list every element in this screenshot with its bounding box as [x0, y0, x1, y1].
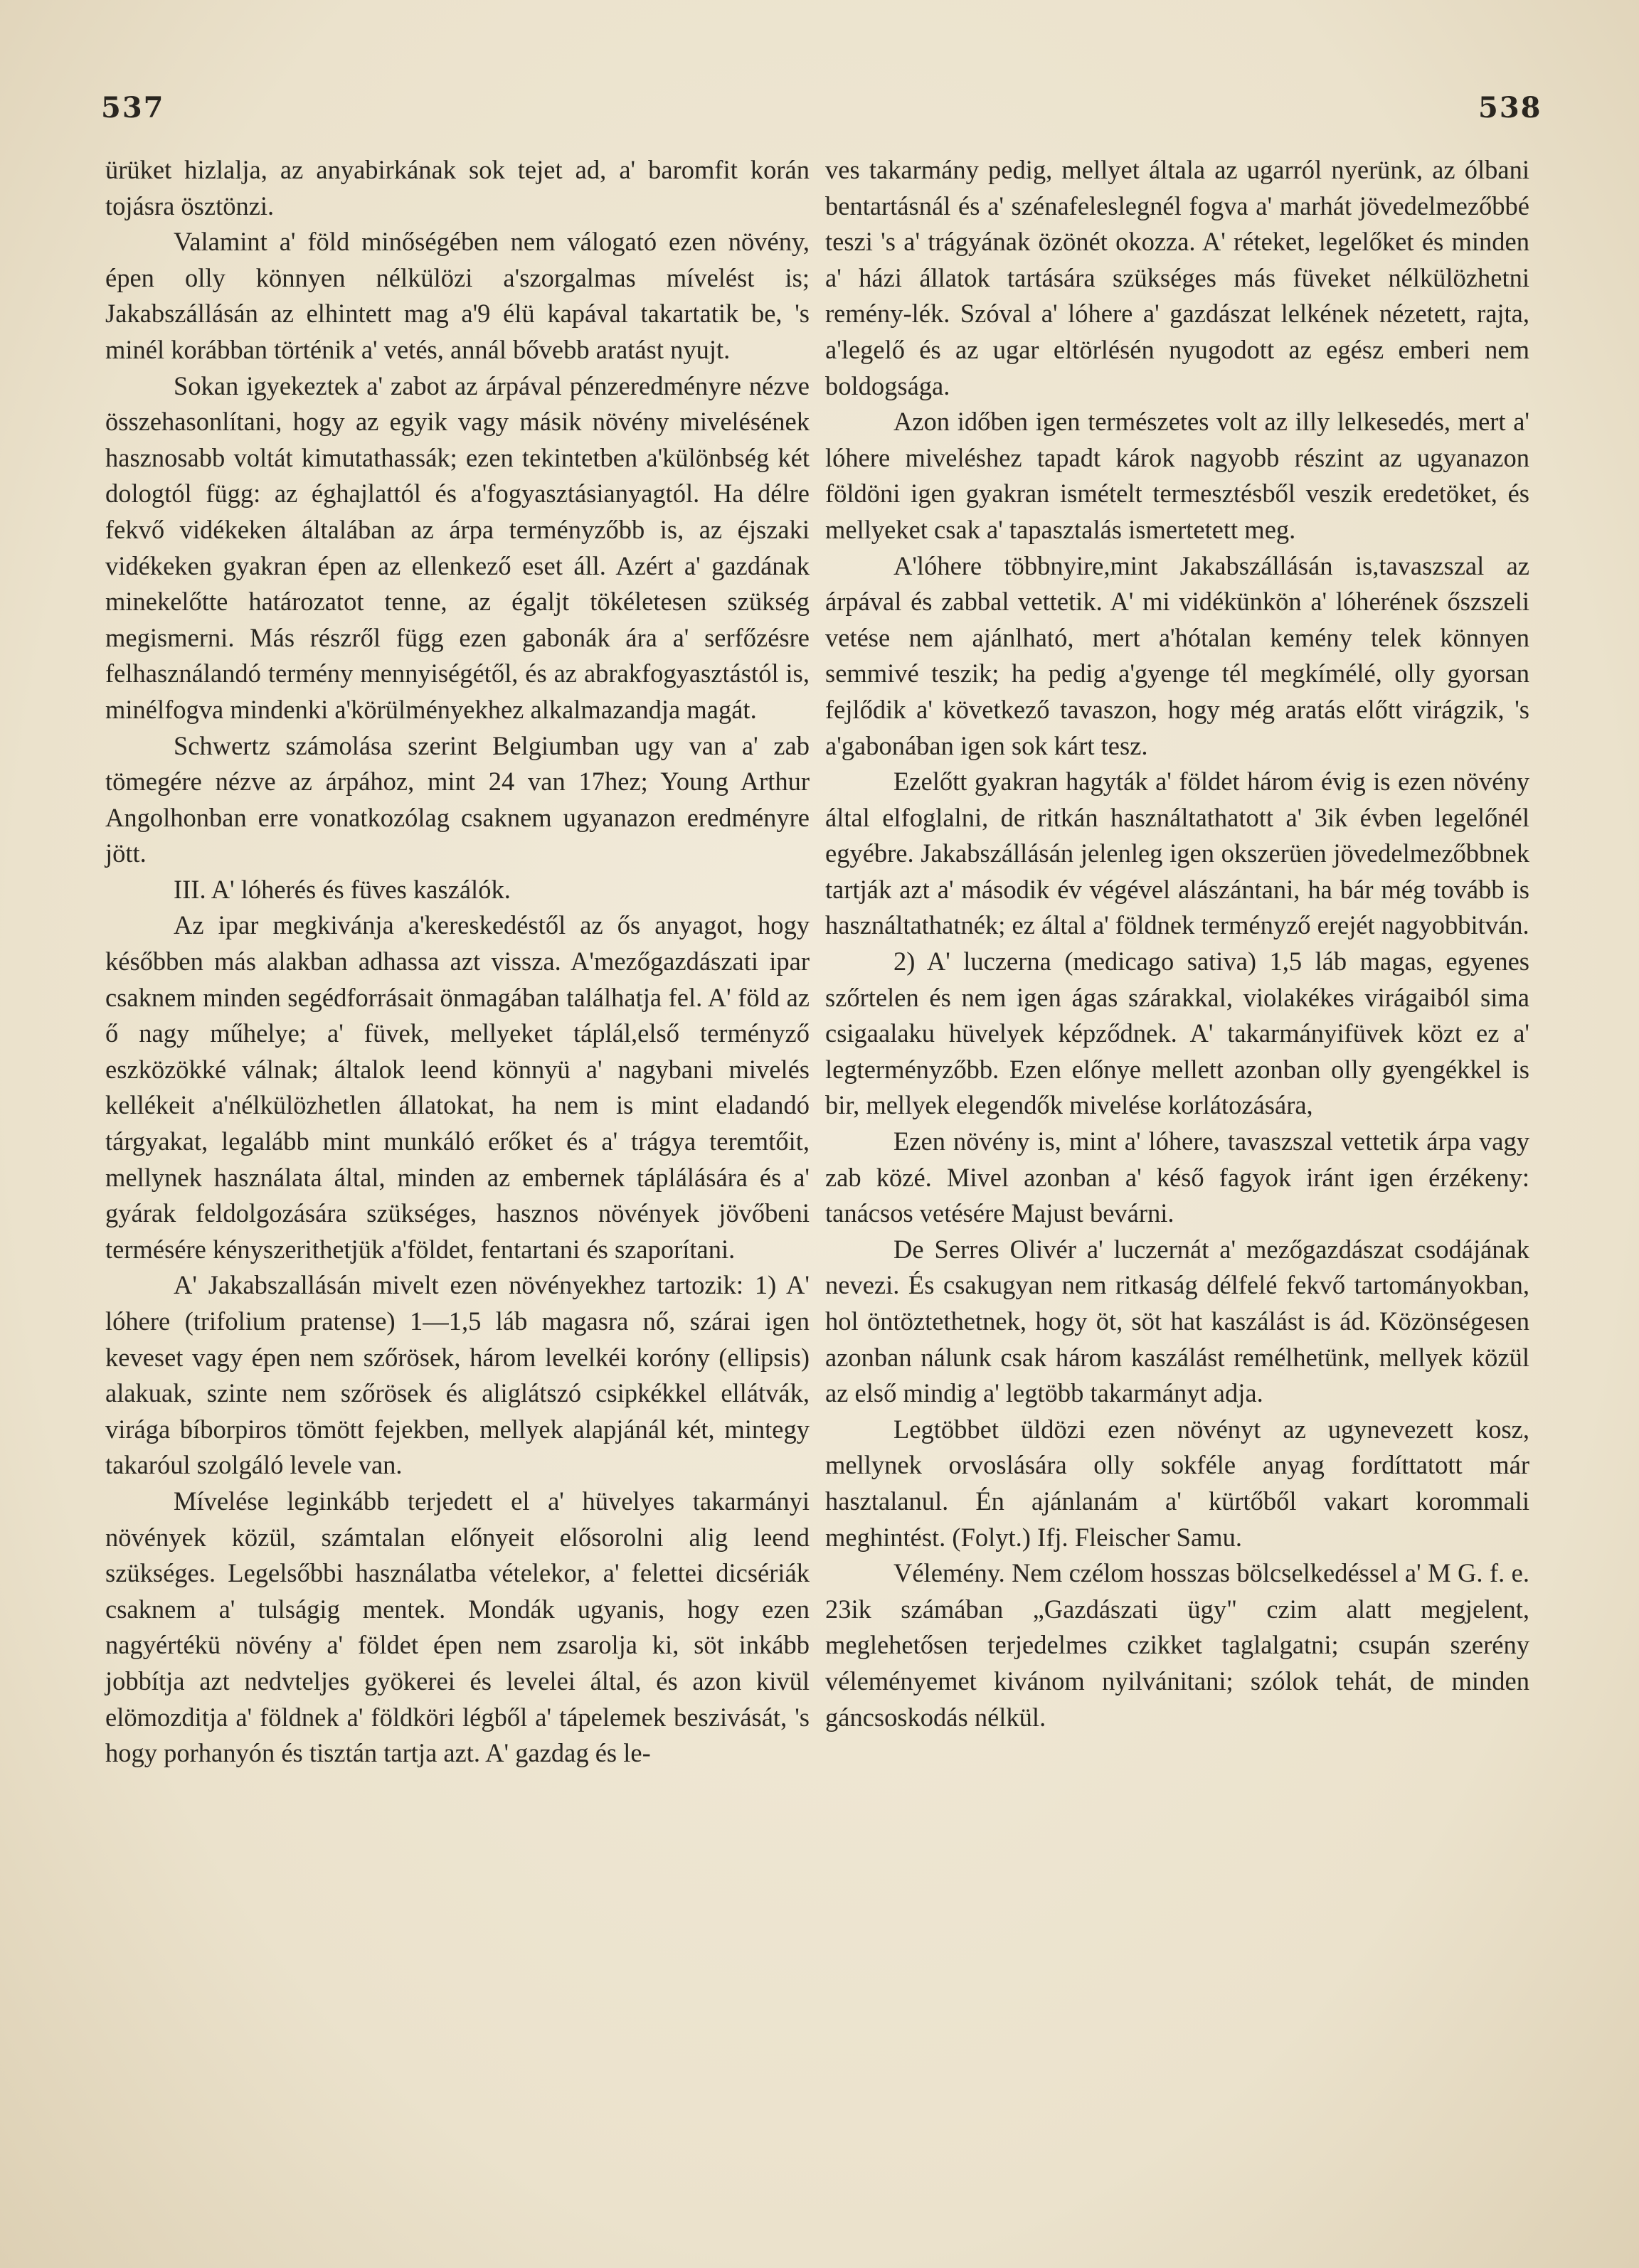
paragraph: A'lóhere többnyire,mint Jakabszállásán is,tavaszszal az árpával és zabbal vettetik. A' mi vidékünkön a' lóherének őszszeli vetése nem ajánlható, mert a'hótalan kemény telek könnyen semmivé teszik; ha pedig a'gyenge tél megkímélé, olly gyorsan fejlődik a' következő tavaszon, hogy még aratás előtt virágzik, 's a'gabonában igen sok kárt tesz.: [825, 550, 1529, 760]
paragraph: Az ipar megkivánja a'kereskedéstől az ős anyagot, hogy későbben más alakban adhassa azt vissza. A'mezőgazdászati ipar csaknem minden segédforrásait önmagában találhatja fel. A' föld az ő nagy műhelye; a' füvek, mellyeket táplál,első terményző eszközökké válnak; általok leend könnyü a' nagybani mivelés kellékeit a'nélkülözhetlen állatokat, ha nem is mint eladandó tárgyakat, legalább mint munkáló erőket és a' trágya teremtőit, mellynek használata által, minden az embernek táplálására és a' gyárak feldolgozására szükséges, hasznos növények jövőbeni termésére kényszerithetjük a'földet, fentartani és szaporítani.: [105, 910, 810, 1264]
page-number-left: 537: [101, 91, 165, 124]
paragraph: Valamint a' föld minőségében nem válogató ezen növény, épen olly könnyen nélkülözi a'szorgalmas mívelést is; Jakabszállásán az elhintett mag a'9 élü kapával takartatik be, 's minél korábban történik a' vetés, annál bővebb aratást nyujt.: [105, 227, 810, 364]
paragraph: Ezelőtt gyakran hagyták a' földet három évig is ezen növény által elfoglalni, de ritkán használtathatott a' 3ik évben legelőnél egyébre. Jakabszállásán jelenleg igen okszerüen jövedelmezőbbnek tartják azt a' második év végével alászántani, ha bár még tovább is használtathatnék; ez által a' földnek terményző erejét nagyobbitván.: [825, 767, 1529, 940]
page-number-right: 538: [1478, 91, 1542, 124]
paragraph: Legtöbbet üldözi ezen növényt az ugynevezett kosz, mellynek orvoslására olly sokféle anyag fordíttatott már hasztalanul. Én ajánlanám a' kürtőből vakart korommali meghintést. (Folyt.) Ifj. Fleischer Samu.: [825, 1414, 1529, 1552]
paragraph: Schwertz számolása szerint Belgiumban ugy van a' zab tömegére nézve az árpához, mint 24 van 17hez; Young Arthur Angolhonban erre vonatkozólag csaknem ugyanazon eredményre jött.: [105, 730, 810, 868]
paragraph: Vélemény. Nem czélom hosszas bölcselkedéssel a' M G. f. e. 23ik számában „Gazdászati ügy" czim alatt megjelent, meglehetősen terjedelmes czikket taglalgatni; csupán szerény véleményemet kivánom nyilvánitani; szólok tehát, de minden gáncsoskodás nélkül.: [825, 1558, 1529, 1732]
paragraph: De Serres Olivér a' luczernát a' mezőgazdászat csodájának nevezi. És csakugyan nem ritkaság délfelé fekvő tartományokban, hol öntöztethetnek, hogy öt, söt hat kaszálást is ád. Közönségesen azonban nálunk csak három kaszálást remélhetünk, mellyek közül az első mindig a' legtöbb takarmányt adja.: [825, 1234, 1529, 1408]
section-heading: III. A' lóherés és füves kaszálók.: [174, 874, 511, 904]
paragraph: ürüket hizlalja, az anyabirkának sok tejet ad, a' baromfit korán tojásra ösztönzi.: [105, 155, 810, 220]
paragraph: Azon időben igen természetes volt az illy lelkesedés, mert a' lóhere miveléshez tapadt károk nagyobb részint az ugyanazon földöni igen gyakran ismételt termesztésből veszik eredetöket, és mellyeket csak a' tapasztalás ismertetett meg.: [825, 407, 1529, 544]
right-text-column: [825, 152, 1529, 1735]
paragraph: Ezen növény is, mint a' lóhere, tavaszszal vettetik árpa vagy zab közé. Mivel azonban a' késő fagyok iránt igen érzékeny: tanácsos vetésére Majust bevárni.: [825, 1127, 1529, 1228]
paragraph: 2) A' luczerna (medicago sativa) 1,5 láb magas, egyenes szőrtelen és nem igen ágas szárakkal, violakékes virágaiból sima csigaalaku hüvelyek képződnek. A' takarmányifüvek közt ez a' legterményzőbb. Ezen előnye mellett azonban olly gyengékkel is bir, mellyek elegendők mivelése korlátozására,: [825, 947, 1529, 1120]
paragraph: ves takarmány pedig, mellyet általa az ugarról nyerünk, az ólbani bentartásnál és a' szénafeleslegnél fogva a' marhát jövedelmezőbbé teszi 's a' trágyának özönét okozza. A' réteket, legelőket és minden a' házi állatok tartására szükséges más füveket nélkülözhetni remény-lék. Szóval a' lóhere a' gazdászat lelkének nézetett, rajta, a'legelő és az ugar eltörlésén nyugodott az egész emberi nem boldogsága.: [825, 155, 1529, 400]
paragraph: Mívelése leginkább terjedett el a' hüvelyes takarmányi növények közül, számtalan előnyeit elősorolni alig leend szükséges. Legelsőbbi használatba vételekor, a' felettei dicsériák csaknem a' tulságig mentek. Mondák ugyanis, hogy ezen nagyértékü növény a' földet épen nem zsarolja ki, söt inkább jobbítja azt nedvteljes gyökerei és levelei által, és azon kivül elömozditja a' földnek a' földköri légből a' tápelemek beszivását, 's hogy porhanyón és tisztán tartja azt. A' gazdag és le-: [105, 1486, 810, 1768]
paragraph: Sokan igyekeztek a' zabot az árpával pénzeredményre nézve összehasonlítani, hogy az egyik vagy másik növény mivelésének hasznosabb voltát kimutathassák; ezen tekintetben a'különbség két dologtól függ: az éghajlattól és a'fogyasztásianyagtól. Ha délre fekvő vidékeken általában az árpa terményzőbb is, az éjszaki vidékeken gyakran épen az ellenkező eset áll. Azért a' gazdának minekelőtte határozatot tenne, az égaljt tökéletesen szükség megismerni. Más részről függ ezen gabonák ára a' serfőzésre felhasználandó termény mennyiségétől, és az abrakfogyasztástól is, minélfogva mindenki a'körülményekhez alkalmazandja magát.: [105, 371, 810, 724]
left-text-column: [105, 152, 810, 1772]
paragraph: A' Jakabszallásán mivelt ezen növényekhez tartozik: 1) A' lóhere (trifolium pratense) 1—1,5 láb magasra nő, szárai igen keveset vagy épen nem szőrösek, három levelkéi koróny (ellipsis) alakuak, szinte nem szőrösek és aliglátszó csipkékkel ellátvák, virága bíborpiros tömött fejekben, mellyek alapjánál két, mintegy takaróul szolgáló levele van.: [105, 1270, 810, 1480]
